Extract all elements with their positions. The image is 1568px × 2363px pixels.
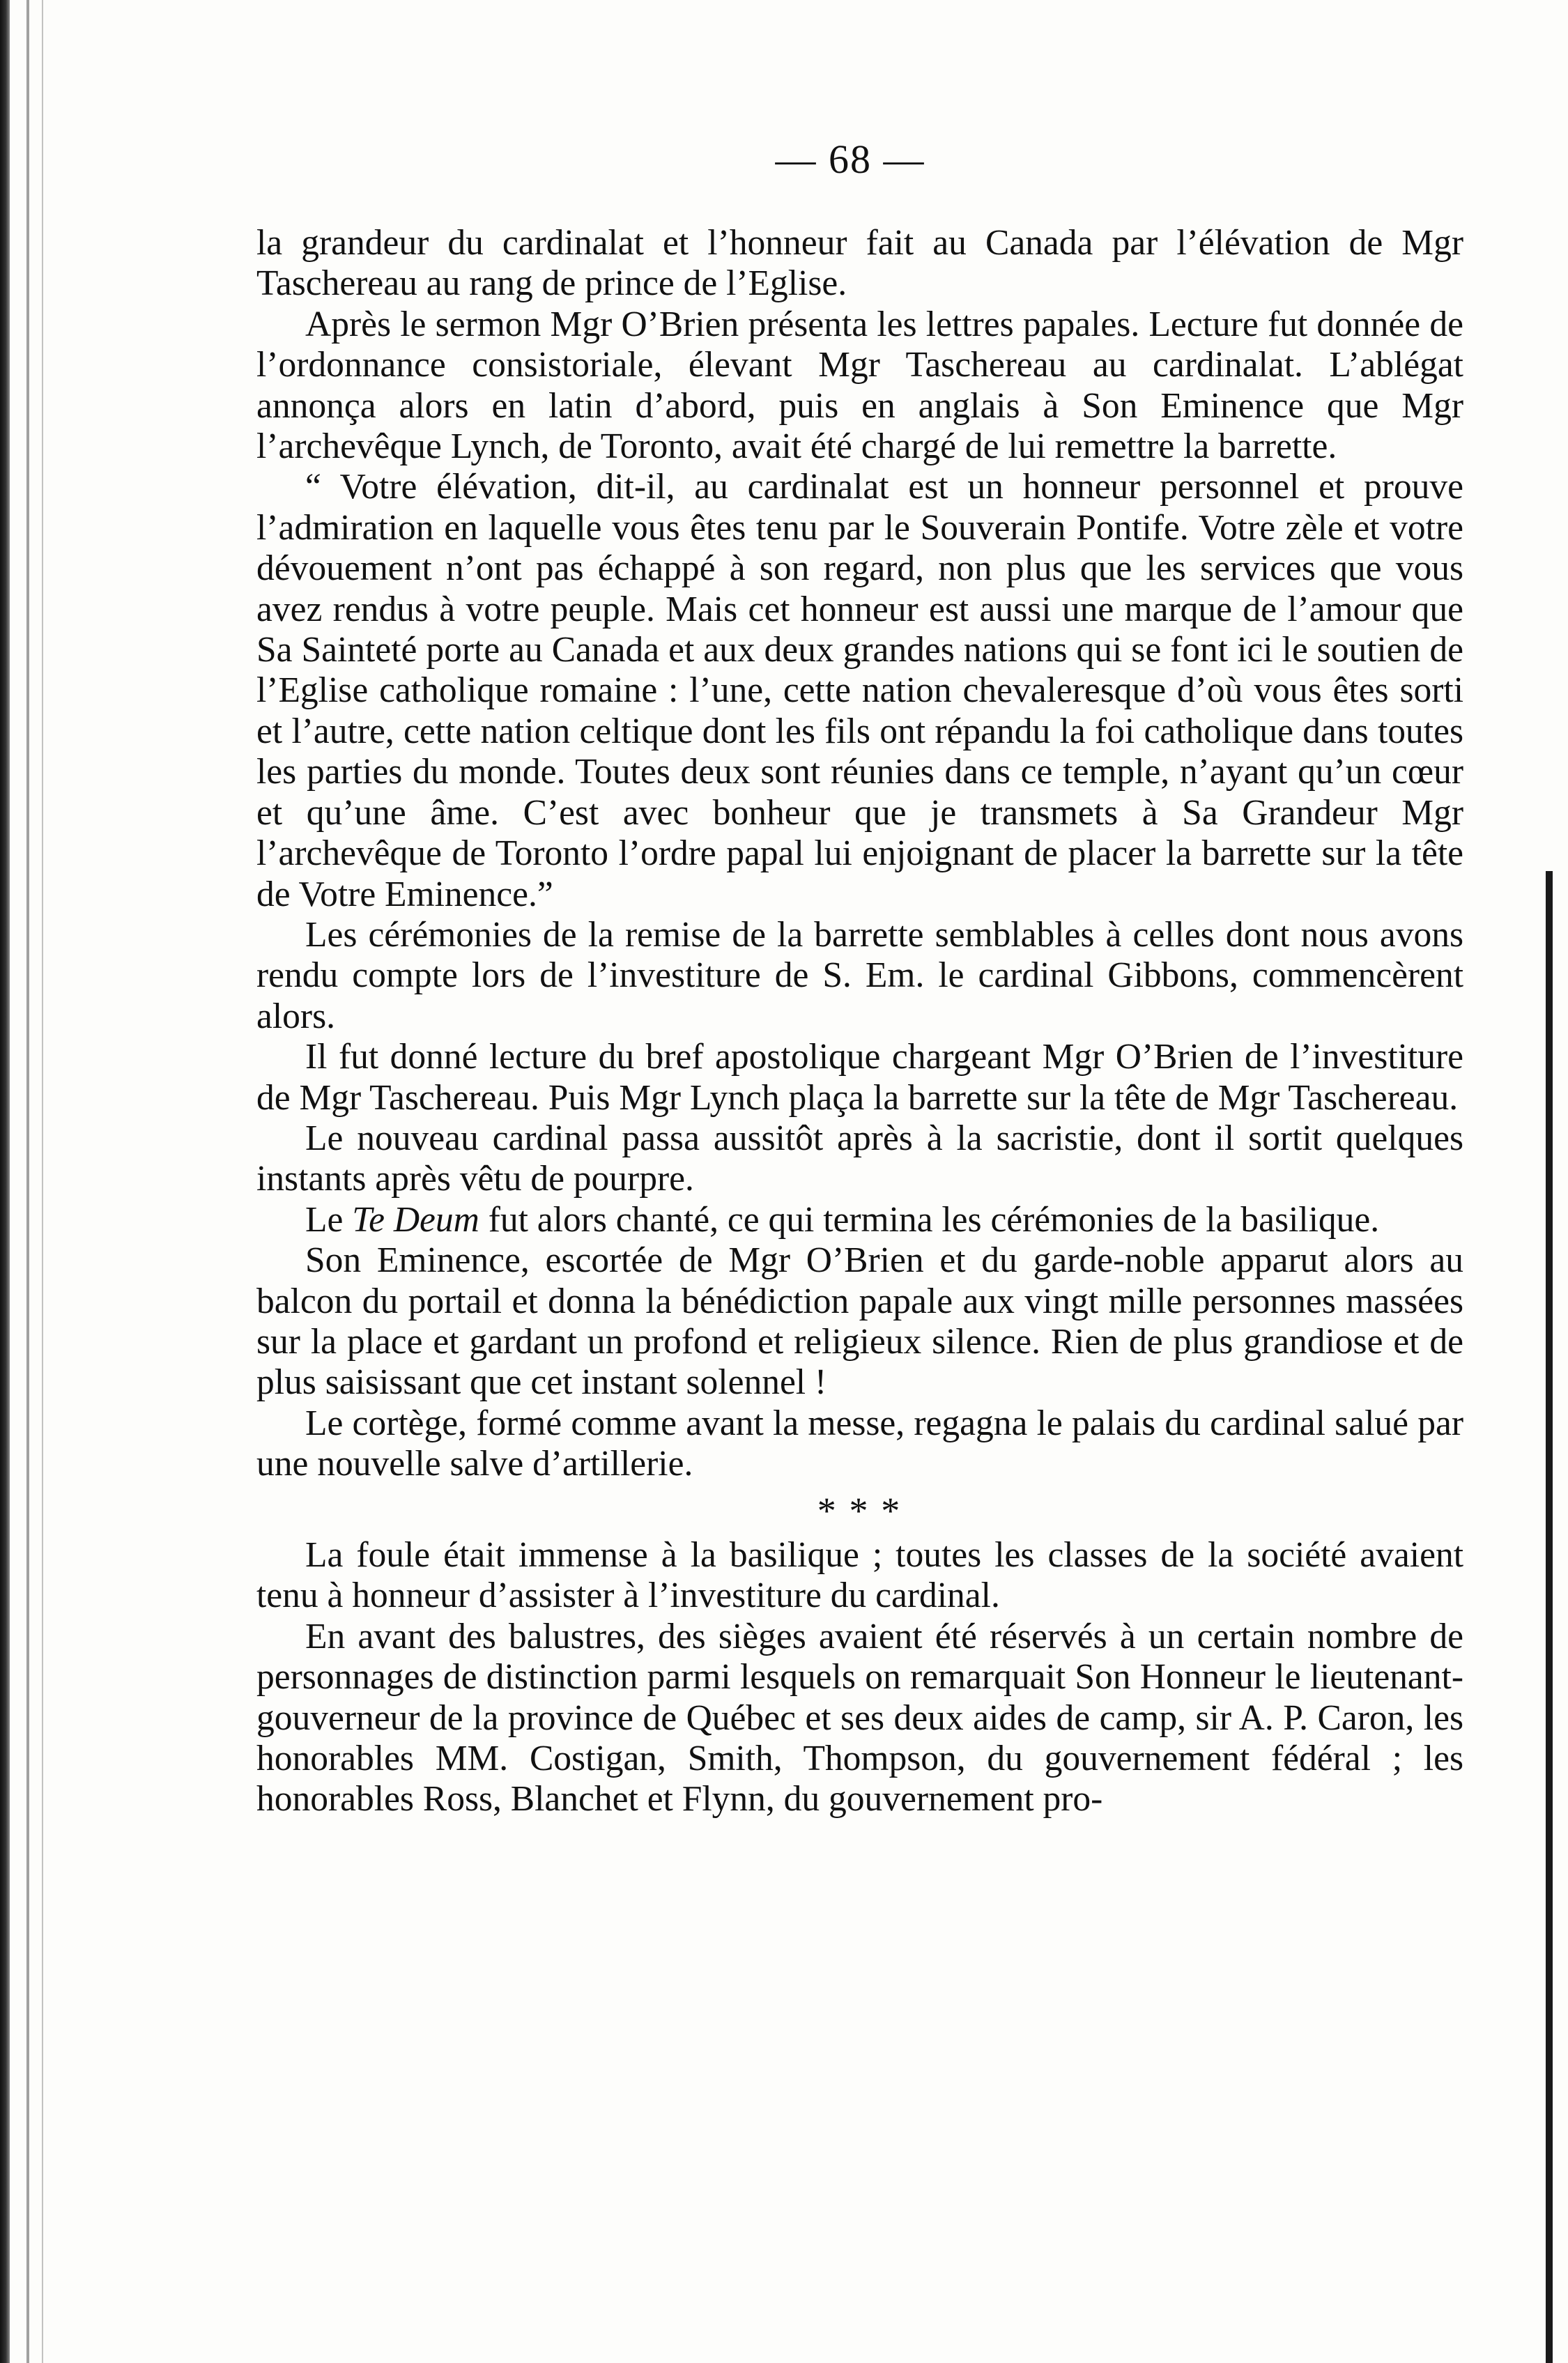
body-text — [256, 223, 1463, 1820]
text-run: “ Votre élévation, dit-il, au cardinalat est un honneur personnel et prouve l’admiration en laquelle vous êtes tenu par le Souverain Pontife. Votre zèle et votre dévouement n’ont pas échappé à son regard, non plus que les services que vous avez rendus à votre peuple. Mais cet honneur est aussi une marque de l’amour que Sa Sainteté porte au Canada et aux deux grandes nations qui se font ici le soutien de l’Eglise catholique romaine : l’une, cette nation chevaleresque d’où vous êtes sorti et l’autre, cette nation celtique dont les fils ont répandu la foi catholique dans toutes les parties du monde. Toutes deux sont réunies dans ce temple, n’ayant qu’un cœur et qu’une âme. C’est avec bonheur que je transmets à Sa Grandeur Mgr l’archevêque de Toronto l’ordre papal lui enjoignant de placer la barrette sur la tête de Votre Eminence.” — [256, 467, 1463, 914]
paragraph — [256, 1535, 1463, 1617]
text-run: fut alors chanté, ce qui termina les cérémonies de la basilique. — [479, 1199, 1380, 1240]
paragraph — [256, 1200, 1463, 1240]
binding-edge — [0, 0, 10, 2363]
text-run: La foule était immense à la basilique ; toutes les classes de la société avaient tenu à honneur d’assister à l’investiture du cardinal. — [256, 1535, 1463, 1616]
text-run: la grandeur du cardinalat et l’honneur fait au Canada par l’élévation de Mgr Taschereau au rang de prince de l’Eglise. — [256, 223, 1463, 304]
paragraph — [256, 223, 1463, 305]
page-edge-shadow — [1546, 871, 1553, 2363]
binding-rule — [42, 0, 43, 2363]
paragraph — [256, 1118, 1463, 1200]
text-run: En avant des balustres, des sièges avaient été réservés à un certain nombre de personnages de distinction parmi lesquels on remarquait Son Honneur le lieutenant-gouverneur de la province de Québec et ses deux aides de camp, sir A. P. Caron, les honorables MM. Costigan, Smith, Thompson, du gouvernement fédéral ; les honorables Ross, Blanchet et Flynn, du gouvernement pro- — [256, 1616, 1463, 1819]
italic-text: Te Deum — [352, 1199, 479, 1240]
paragraph — [256, 1240, 1463, 1403]
text-run: Les cérémonies de la remise de la barrette semblables à celles dont nous avons rendu compte lors de l’investiture de S. Em. le cardinal Gibbons, commencèrent alors. — [256, 914, 1463, 1036]
paragraph — [256, 1403, 1463, 1485]
binding-rule — [26, 0, 29, 2363]
paragraph — [256, 1617, 1463, 1820]
text-run: Il fut donné lecture du bref apostolique chargeant Mgr O’Brien de l’investiture de Mgr Taschereau. Puis Mgr Lynch plaça la barrette sur la tête de Mgr Taschereau. — [256, 1037, 1463, 1118]
text-run: * * * — [817, 1489, 903, 1532]
paragraph — [256, 1037, 1463, 1118]
text-run: Son Eminence, escortée de Mgr O’Brien et du garde-noble apparut alors au balcon du portail et donna la bénédiction papale aux vingt mille personnes massées sur la place et gardant un profond et religieux silence. Rien de plus grandiose et de plus saisissant que cet instant solennel ! — [256, 1240, 1463, 1403]
text-run: Le — [305, 1199, 353, 1240]
text-run: Après le sermon Mgr O’Brien présenta les lettres papales. Lecture fut donnée de l’ordonnance consistoriale, élevant Mgr Taschereau au cardinalat. L’ablégat annonça alors en latin d’abord, puis en anglais à Son Eminence que Mgr l’archevêque Lynch, de Toronto, avait été chargé de lui remettre la barrette. — [256, 304, 1463, 467]
paragraph — [256, 915, 1463, 1037]
text-run: Le cortège, formé comme avant la messe, regagna le palais du cardinal salué par une nouvelle salve d’artillerie. — [256, 1403, 1463, 1484]
paragraph — [256, 467, 1463, 914]
section-separator — [256, 1491, 1463, 1531]
page-number: — 68 — — [775, 137, 925, 182]
paragraph — [256, 305, 1463, 468]
text-run: Le nouveau cardinal passa aussitôt après à la sacristie, dont il sortit quelques instants après vêtu de pourpre. — [256, 1118, 1463, 1199]
